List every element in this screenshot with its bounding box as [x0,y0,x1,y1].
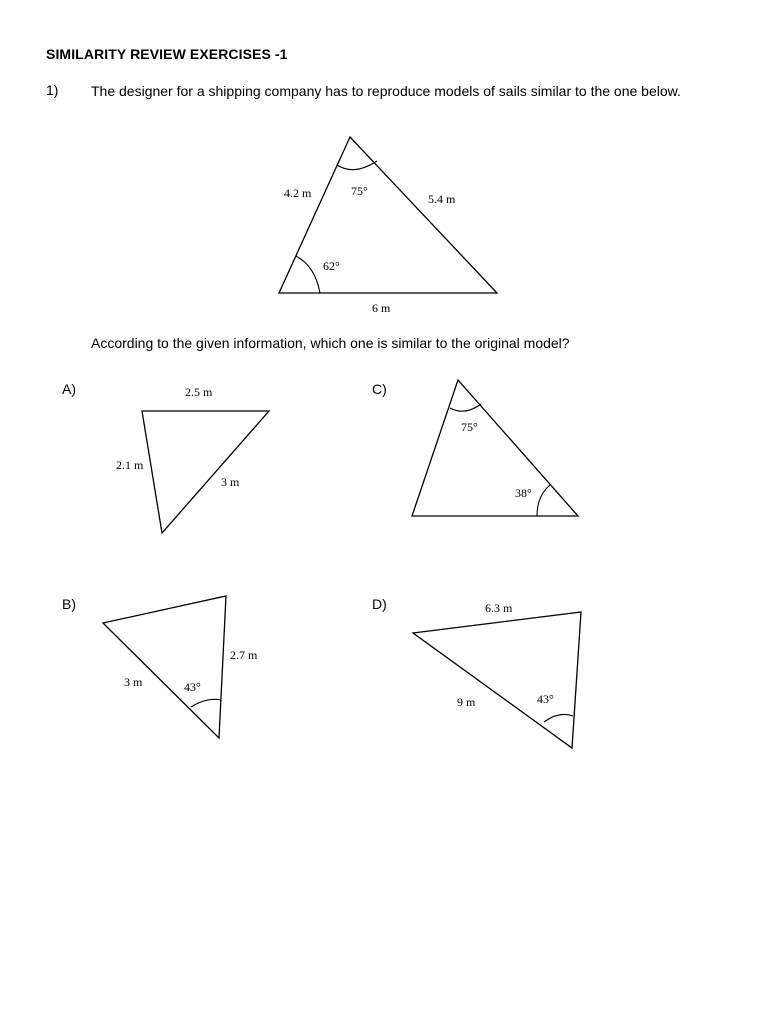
original-angle-top-label: 75° [351,184,368,198]
option-b-side-right-label: 2.7 m [230,648,258,662]
page-title: SIMILARITY REVIEW EXERCISES -1 [46,46,288,62]
option-d-side-left-label: 9 m [457,695,476,709]
option-c-angle-bottom-right-label: 38° [515,486,532,500]
option-a-triangle-outline [142,411,269,533]
option-d-triangle-outline [413,612,581,748]
option-d-triangle [413,601,581,748]
option-c-triangle [412,380,578,516]
option-b-angle-arc [191,699,221,707]
option-b-label: B) [62,596,76,612]
option-c-bottom-right-angle-arc [537,485,550,516]
option-d-angle-arc [544,714,573,722]
option-c-label: C) [372,381,387,397]
option-b-triangle-outline [103,596,226,738]
option-b-angle-label: 43° [184,680,201,694]
option-b-side-left-label: 3 m [124,675,143,689]
question-number: 1) [46,82,59,98]
option-a-triangle [116,385,269,533]
option-c-top-angle-arc [450,404,481,411]
original-side-bottom-label: 6 m [372,301,391,315]
original-bottom-left-angle-arc [296,256,320,293]
option-c-angle-top-label: 75° [461,420,478,434]
option-d-angle-label: 43° [537,692,554,706]
option-d-label: D) [372,596,387,612]
original-angle-bottom-left-label: 62° [323,259,340,273]
option-a-side-right-label: 3 m [221,475,240,489]
original-side-right-label: 5.4 m [428,192,456,206]
option-a-label: A) [62,381,76,397]
question-prompt: According to the given information, which one is similar to the original model? [91,335,570,351]
original-side-left-label: 4.2 m [284,186,312,200]
option-b-triangle [103,596,258,738]
original-triangle [279,137,497,315]
original-top-angle-arc [337,161,377,170]
option-d-side-top-label: 6.3 m [485,601,513,615]
option-c-triangle-outline [412,380,578,516]
question-text: The designer for a shipping company has to reproduce models of sails similar to the one below. [91,83,681,99]
option-a-side-top-label: 2.5 m [185,385,213,399]
option-a-side-left-label: 2.1 m [116,458,144,472]
